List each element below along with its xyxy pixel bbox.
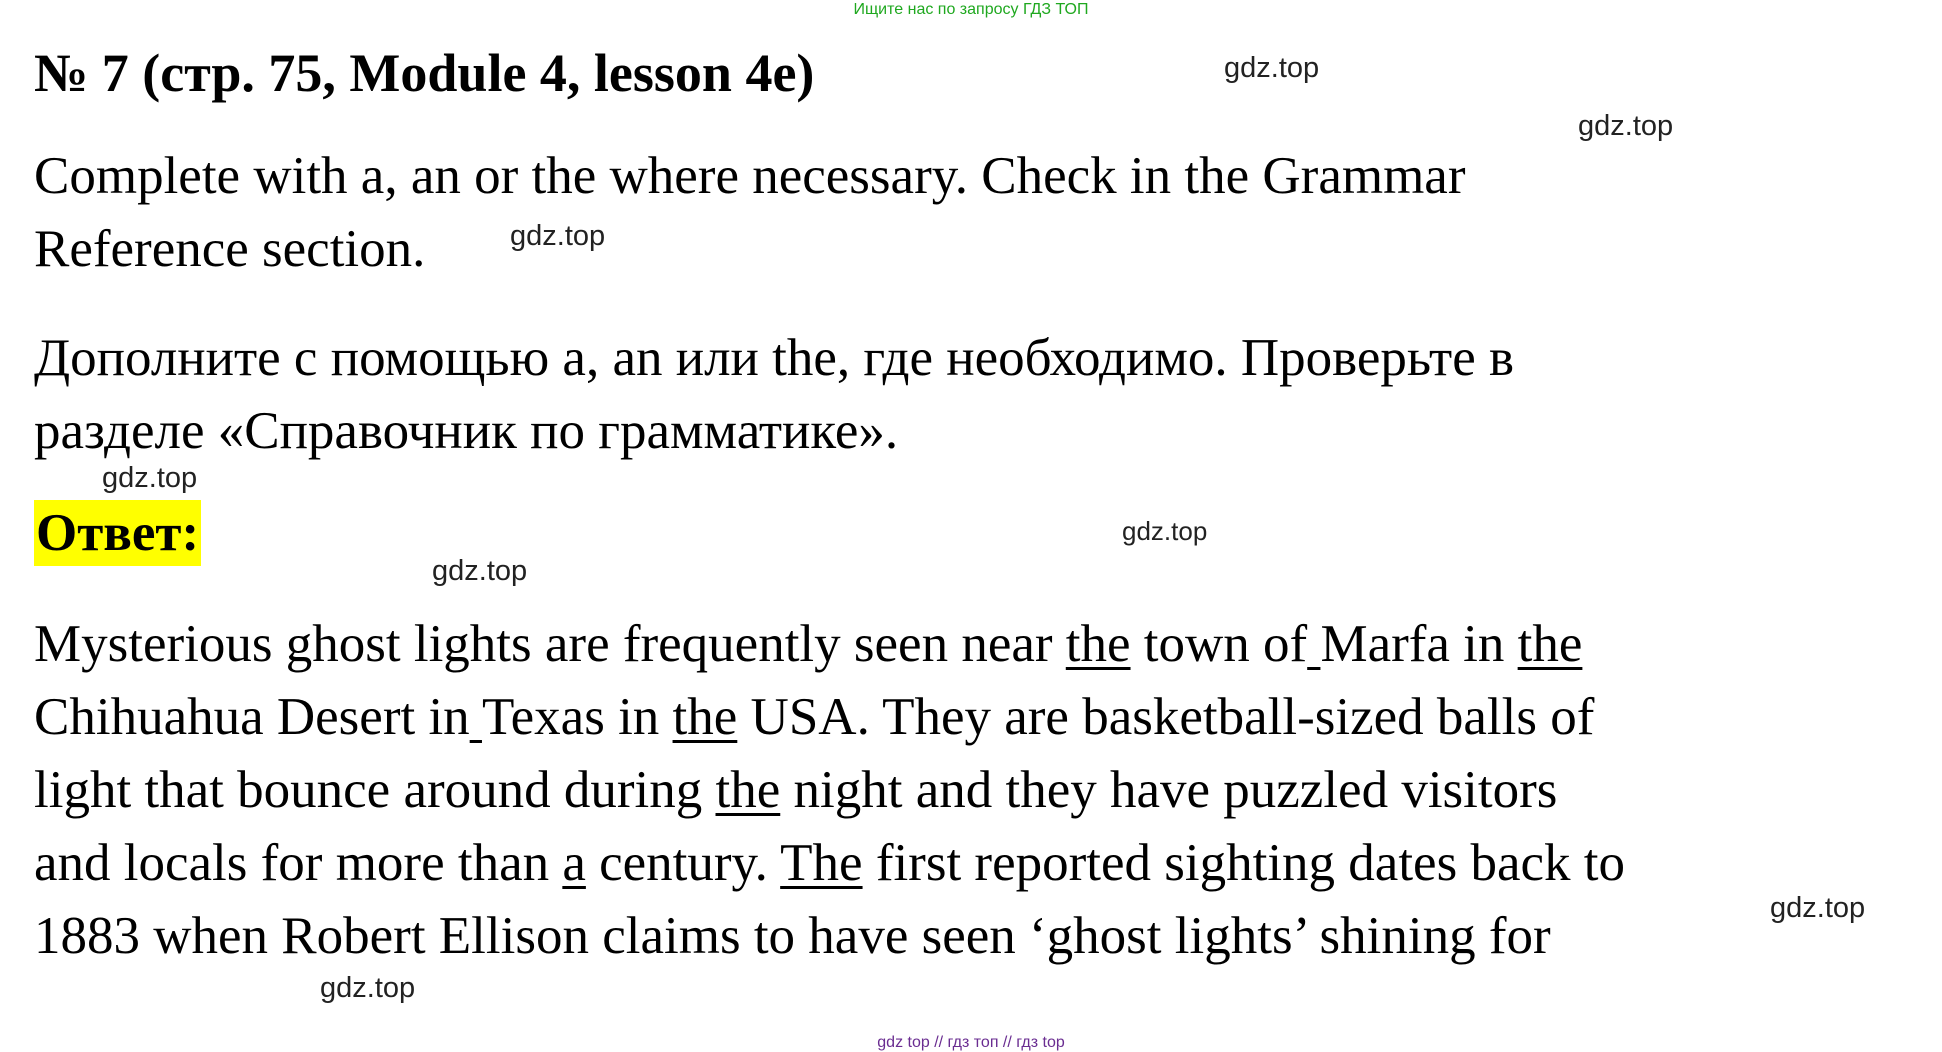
answer-text-segment: Mysterious ghost lights are frequently seen near: [34, 615, 1066, 673]
answer-text-segment: light that bounce around during: [34, 761, 716, 819]
answer-line: [34, 681, 1834, 754]
top-banner: Ищите нас по запросу ГДЗ ТОП: [853, 1, 1089, 18]
footer-watermark: gdz top // гдз топ // гдз top: [877, 1034, 1065, 1051]
filled-article: the: [1065, 615, 1131, 673]
answer-line: [34, 608, 1834, 681]
filled-article: the: [715, 761, 781, 819]
filled-article: The: [780, 834, 863, 892]
answer-text-segment: Chihuahua Desert in: [34, 688, 470, 746]
page-title: № 7 (стр. 75, Module 4, lesson 4e): [34, 43, 815, 103]
answer-text-segment: Texas in: [481, 688, 673, 746]
answer-text: [34, 608, 1834, 973]
filled-article: a: [562, 834, 586, 892]
task-english-line-2: Reference section.: [34, 220, 426, 278]
filled-article: [1307, 615, 1320, 673]
watermark: gdz.top: [510, 220, 606, 252]
answer-text-segment: and locals for more than: [34, 834, 563, 892]
answer-line: [34, 900, 1834, 973]
task-russian: [34, 322, 1834, 468]
watermark: gdz.top: [432, 555, 528, 587]
answer-text-segment: USA. They are basketball-sized balls of: [737, 688, 1595, 746]
answer-line: [34, 754, 1834, 827]
answer-text-segment: 1883 when Robert Ellison claims to have seen ‘ghost lights’ shining for: [34, 907, 1551, 965]
answer-label: Ответ:: [34, 500, 201, 566]
filled-article: the: [1517, 615, 1583, 673]
answer-text-segment: night and they have puzzled visitors: [780, 761, 1558, 819]
task-russian-line-2: разделе «Справочник по грамматике».: [34, 402, 899, 460]
answer-text-segment: first reported sighting dates back to: [862, 834, 1625, 892]
watermark: gdz.top: [1578, 110, 1674, 142]
watermark: gdz.top: [1122, 516, 1208, 546]
answer-text-segment: Marfa in: [1320, 615, 1518, 673]
watermark: gdz.top: [102, 462, 198, 494]
watermark: gdz.top: [320, 972, 416, 1004]
task-russian-line-1: Дополните с помощью a, an или the, где необходимо. Проверьте в: [34, 329, 1515, 387]
answer-text-segment: town of: [1130, 615, 1308, 673]
task-english-line-1: Complete with a, an or the where necessary. Check in the Grammar: [34, 147, 1466, 205]
filled-article: the: [672, 688, 738, 746]
answer-line: [34, 827, 1834, 900]
filled-article: [470, 688, 482, 746]
watermark: gdz.top: [1770, 892, 1866, 924]
answer-text-segment: century.: [585, 834, 781, 892]
task-english: [34, 140, 1834, 286]
watermark: gdz.top: [1224, 52, 1320, 84]
